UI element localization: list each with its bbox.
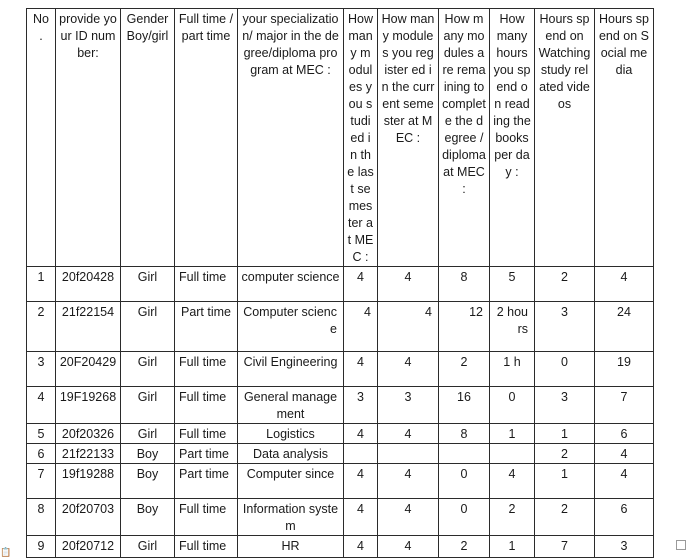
survey-table [26, 8, 654, 558]
cell-study-mode: Full time [175, 352, 238, 387]
cell-modules-remaining: 8 [439, 424, 490, 444]
cell-reading-hours: 1 h [490, 352, 535, 387]
cell-specialization: Computer science [238, 302, 344, 352]
header-no: No . [27, 9, 56, 267]
header-gender: Gender Boy/girl [121, 9, 175, 267]
cell-social-media-hours: 4 [595, 444, 654, 464]
cell-id-number: 21f22154 [56, 302, 121, 352]
cell-no: 6 [27, 444, 56, 464]
cell-modules-current: 4 [378, 302, 439, 352]
cell-video-hours: 3 [535, 302, 595, 352]
cell-modules-remaining: 2 [439, 536, 490, 558]
cell-video-hours: 1 [535, 464, 595, 499]
cell-modules-last: 4 [344, 302, 378, 352]
cell-study-mode: Full time [175, 387, 238, 424]
table-row [27, 424, 654, 444]
cell-study-mode: Full time [175, 499, 238, 536]
cell-study-mode: Full time [175, 267, 238, 302]
table-row [27, 536, 654, 558]
cell-specialization: HR [238, 536, 344, 558]
header-specialization: your specialization/ major in the degree/diploma program at MEC : [238, 9, 344, 267]
cell-video-hours: 2 [535, 499, 595, 536]
cell-specialization: computer science [238, 267, 344, 302]
cell-study-mode: Part time [175, 302, 238, 352]
cell-modules-current: 4 [378, 499, 439, 536]
cell-gender: Girl [121, 387, 175, 424]
cell-reading-hours: 2 hours [490, 302, 535, 352]
cell-no: 4 [27, 387, 56, 424]
cell-social-media-hours: 7 [595, 387, 654, 424]
cell-video-hours: 7 [535, 536, 595, 558]
cell-specialization: Civil Engineering [238, 352, 344, 387]
cell-specialization: Logistics [238, 424, 344, 444]
cell-id-number: 20f20428 [56, 267, 121, 302]
cell-gender: Boy [121, 464, 175, 499]
cell-social-media-hours: 6 [595, 424, 654, 444]
cell-gender: Girl [121, 267, 175, 302]
table-row [27, 499, 654, 536]
cell-video-hours: 2 [535, 444, 595, 464]
cell-modules-last [344, 444, 378, 464]
cell-no: 7 [27, 464, 56, 499]
cell-reading-hours: 5 [490, 267, 535, 302]
cell-id-number: 20f20703 [56, 499, 121, 536]
cell-no: 3 [27, 352, 56, 387]
table-row [27, 444, 654, 464]
cell-modules-remaining: 12 [439, 302, 490, 352]
cell-social-media-hours: 6 [595, 499, 654, 536]
cell-id-number: 20f20326 [56, 424, 121, 444]
table-row [27, 387, 654, 424]
table-resize-handle[interactable] [676, 540, 686, 550]
cell-reading-hours: 0 [490, 387, 535, 424]
header-video-hours: Hours spend on Watching study related videos [535, 9, 595, 267]
table-row [27, 464, 654, 499]
cell-reading-hours: 1 [490, 536, 535, 558]
cell-id-number: 19f19288 [56, 464, 121, 499]
cell-reading-hours [490, 444, 535, 464]
cell-modules-last: 3 [344, 387, 378, 424]
cell-specialization: Data analysis [238, 444, 344, 464]
cell-social-media-hours: 3 [595, 536, 654, 558]
cell-gender: Boy [121, 444, 175, 464]
cell-no: 2 [27, 302, 56, 352]
cell-reading-hours: 4 [490, 464, 535, 499]
cell-gender: Girl [121, 302, 175, 352]
header-social-media-hours: Hours spend on Social media [595, 9, 654, 267]
cell-modules-current: 4 [378, 464, 439, 499]
table-row [27, 352, 654, 387]
cell-specialization: Computer since [238, 464, 344, 499]
cell-id-number: 20f20712 [56, 536, 121, 558]
cell-video-hours: 0 [535, 352, 595, 387]
cell-study-mode: Full time [175, 424, 238, 444]
cell-modules-remaining [439, 444, 490, 464]
cell-study-mode: Part time [175, 444, 238, 464]
cell-video-hours: 1 [535, 424, 595, 444]
cell-modules-remaining: 0 [439, 499, 490, 536]
cell-no: 5 [27, 424, 56, 444]
cell-gender: Boy [121, 499, 175, 536]
cell-social-media-hours: 4 [595, 267, 654, 302]
cell-modules-last: 4 [344, 464, 378, 499]
cell-modules-last: 4 [344, 267, 378, 302]
cell-no: 9 [27, 536, 56, 558]
table-row [27, 302, 654, 352]
cell-id-number: 21f22133 [56, 444, 121, 464]
cell-id-number: 20F20429 [56, 352, 121, 387]
cell-modules-remaining: 16 [439, 387, 490, 424]
cell-study-mode: Part time [175, 464, 238, 499]
cell-modules-remaining: 2 [439, 352, 490, 387]
header-modules-remaining: How many modules are remaining to complete the degree /diploma at MEC : [439, 9, 490, 267]
cell-modules-current [378, 444, 439, 464]
cell-specialization: General management [238, 387, 344, 424]
cell-reading-hours: 1 [490, 424, 535, 444]
cell-gender: Girl [121, 352, 175, 387]
cell-video-hours: 3 [535, 387, 595, 424]
cell-modules-last: 4 [344, 424, 378, 444]
header-modules-current-semester: How many modules you register ed in the current semester at MEC : [378, 9, 439, 267]
header-row [27, 9, 654, 267]
cell-modules-last: 4 [344, 352, 378, 387]
header-study-mode: Full time /part time [175, 9, 238, 267]
cell-no: 8 [27, 499, 56, 536]
cell-social-media-hours: 4 [595, 464, 654, 499]
cell-gender: Girl [121, 424, 175, 444]
cell-modules-current: 4 [378, 424, 439, 444]
cell-modules-last: 4 [344, 536, 378, 558]
cell-modules-remaining: 0 [439, 464, 490, 499]
cell-modules-current: 4 [378, 352, 439, 387]
cell-reading-hours: 2 [490, 499, 535, 536]
cell-study-mode: Full time [175, 536, 238, 558]
table-row [27, 267, 654, 302]
cell-no: 1 [27, 267, 56, 302]
header-modules-last-semester: How many modules you studied in the last semester at MEC : [344, 9, 378, 267]
cell-social-media-hours: 19 [595, 352, 654, 387]
cell-id-number: 19F19268 [56, 387, 121, 424]
cell-gender: Girl [121, 536, 175, 558]
cell-specialization: Information system [238, 499, 344, 536]
cell-modules-last: 4 [344, 499, 378, 536]
cell-modules-current: 4 [378, 536, 439, 558]
cell-modules-remaining: 8 [439, 267, 490, 302]
cell-modules-current: 3 [378, 387, 439, 424]
paste-options-icon[interactable]: 📋 [0, 547, 12, 557]
cell-social-media-hours: 24 [595, 302, 654, 352]
header-id-number: provide your ID number: [56, 9, 121, 267]
cell-modules-current: 4 [378, 267, 439, 302]
cell-video-hours: 2 [535, 267, 595, 302]
header-reading-hours: How many hours you spend on reading the books per day : [490, 9, 535, 267]
